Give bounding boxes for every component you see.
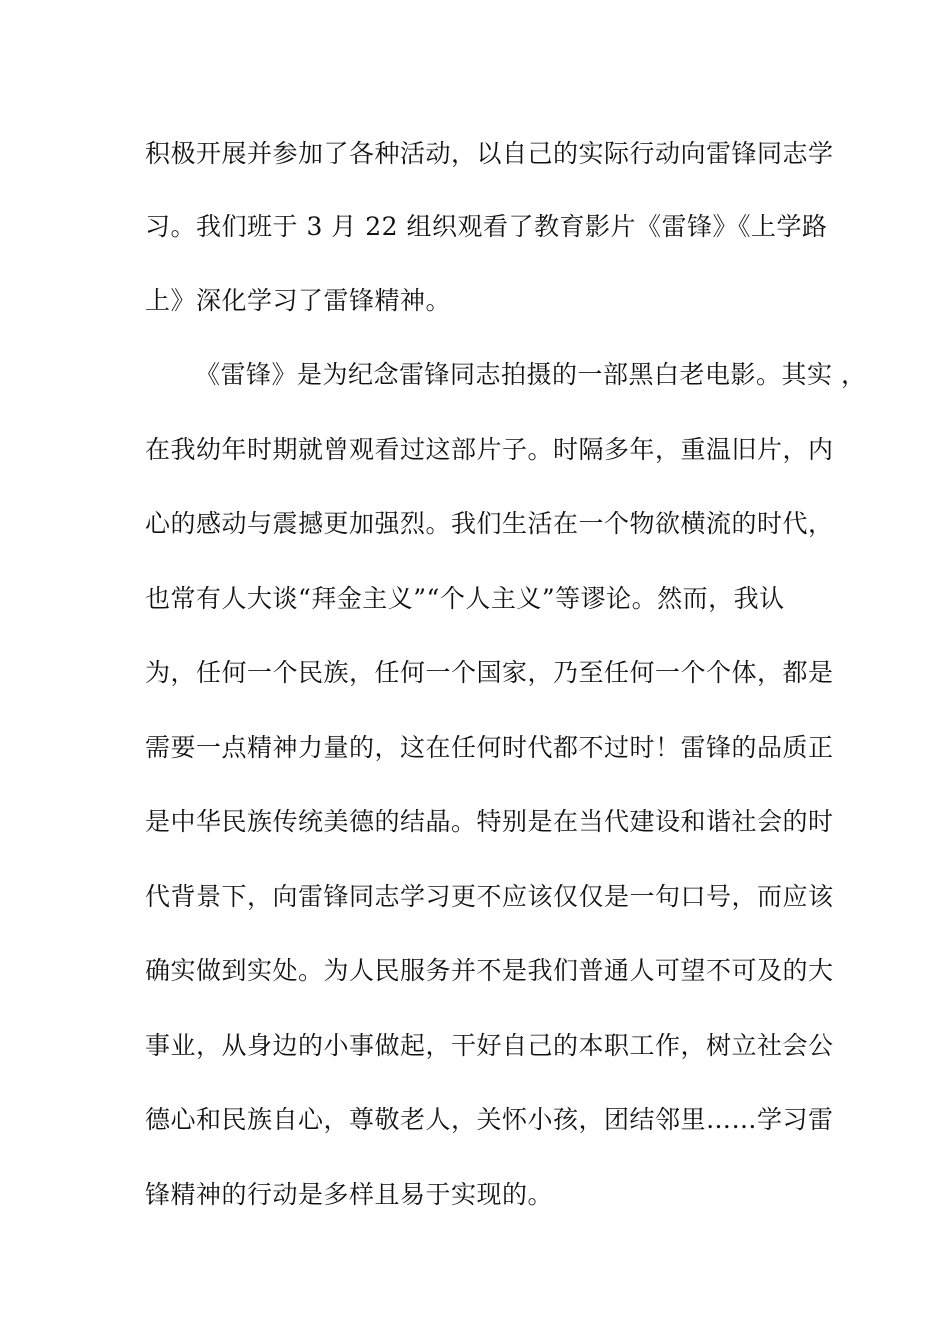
- text-line: 需要一点精神力量的，这在任何时代都不过时！雷锋的品质正: [145, 733, 834, 762]
- text-line: 为，任何一个民族，任何一个国家，乃至任何一个个体，都是: [145, 658, 834, 687]
- text-line: 锋精神的行动是多样且易于实现的。: [145, 1180, 554, 1209]
- text-line: 德心和民族自心，尊敬老人，关怀小孩，团结邻里……学习雷: [145, 1105, 834, 1134]
- text-line: 是中华民族传统美德的结晶。特别是在当代建设和谐社会的时: [145, 807, 834, 836]
- text-line: 《雷锋》是为纪念雷锋同志拍摄的一部黑白老电影。其实 ，: [195, 360, 867, 389]
- text-line: 在我幼年时期就曾观看过这部片子。时隔多年，重温旧片，内: [145, 435, 834, 464]
- text-line: 也常有人大谈“拜金主义”“个人主义”等谬论。然而，我认: [145, 584, 785, 613]
- text-line: 上》深化学习了雷锋精神。: [145, 286, 452, 315]
- text-line: 积极开展并参加了各种活动，以自己的实际行动向雷锋同志学: [145, 139, 834, 168]
- text-line: 代背景下，向雷锋同志学习更不应该仅仅是一句口号，而应该: [145, 882, 834, 911]
- text-line: 事业，从身边的小事做起，干好自己的本职工作，树立社会公: [145, 1031, 834, 1060]
- text-line: 习。我们班于 3 月 22 组织观看了教育影片《雷锋》《上学路: [145, 212, 828, 241]
- text-line: 心的感动与震撼更加强烈。我们生活在一个物欲横流的时代，: [145, 509, 834, 538]
- text-line: 确实做到实处。为人民服务并不是我们普通人可望不可及的大: [145, 956, 834, 985]
